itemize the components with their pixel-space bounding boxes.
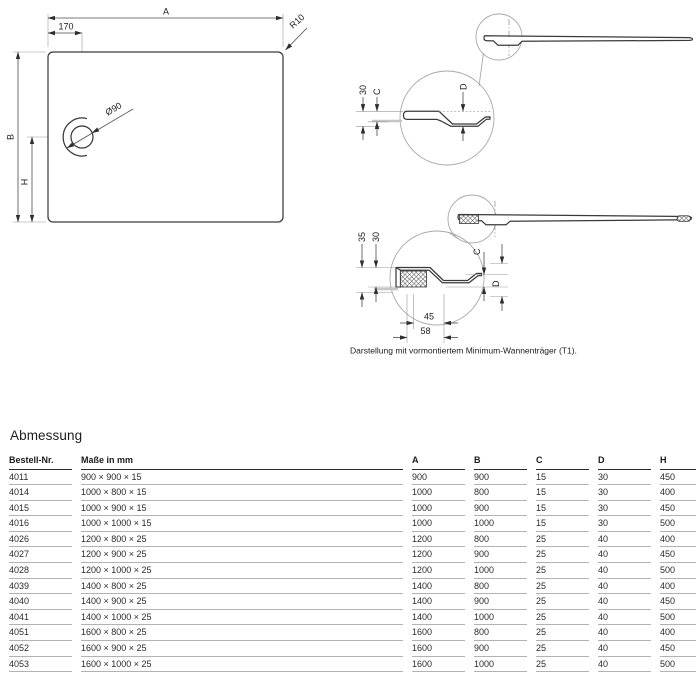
col-header-a: A (412, 452, 465, 470)
dim-label-d: D (458, 83, 469, 90)
tray-profile (458, 215, 692, 225)
cell-size: 1600 × 900 × 25 (81, 641, 403, 657)
cell-b: 1000 (474, 657, 527, 673)
table-header-row (9, 452, 696, 470)
cell-h: 400 (660, 625, 696, 641)
dim-label-r10: R10 (287, 12, 307, 31)
cell-d: 30 (598, 516, 651, 532)
cell-order-number: 4015 (9, 501, 72, 517)
cell-d: 40 (598, 594, 651, 610)
cell-b: 900 (474, 641, 527, 657)
cell-d: 30 (598, 485, 651, 501)
cell-h: 500 (660, 516, 696, 532)
dimension-170 (48, 22, 82, 34)
cell-b: 800 (474, 625, 527, 641)
cell-c: 25 (536, 547, 589, 563)
section-title: Abmessung (10, 428, 83, 443)
cell-order-number: 4011 (9, 470, 72, 486)
dim-label-c: C (372, 88, 382, 95)
cross-section-with-support (356, 195, 692, 343)
cell-h: 500 (660, 610, 696, 626)
cell-b: 900 (474, 501, 527, 517)
cell-h: 450 (660, 470, 696, 486)
cell-size: 1400 × 800 × 25 (81, 579, 403, 595)
cell-b: 1000 (474, 563, 527, 579)
support-block-left (460, 215, 479, 224)
col-header-bestell-nr: Bestell-Nr. (9, 452, 72, 470)
cell-size: 1200 × 1000 × 25 (81, 563, 403, 579)
cell-h: 500 (660, 563, 696, 579)
cell-a: 1600 (412, 657, 465, 673)
cell-h: 450 (660, 641, 696, 657)
table-row (9, 532, 696, 548)
cell-c: 25 (536, 579, 589, 595)
cell-c: 25 (536, 657, 589, 673)
dimension-45 (400, 312, 458, 324)
cell-a: 1600 (412, 641, 465, 657)
cell-order-number: 4039 (9, 579, 72, 595)
cell-c: 25 (536, 532, 589, 548)
cell-b: 1000 (474, 610, 527, 626)
cell-size: 1200 × 900 × 25 (81, 547, 403, 563)
cell-c: 25 (536, 641, 589, 657)
cell-b: 800 (474, 485, 527, 501)
cell-order-number: 4016 (9, 516, 72, 532)
table-row (9, 625, 696, 641)
plan-view-drawing (6, 7, 308, 223)
dim-label-c: C (472, 248, 482, 255)
cell-size: 1000 × 900 × 15 (81, 501, 403, 517)
drawing-caption: Darstellung mit vormontiertem Minimum-Wannenträger (T1). (350, 345, 577, 356)
support-block-detail (401, 271, 427, 287)
cell-a: 1200 (412, 563, 465, 579)
cell-c: 15 (536, 485, 589, 501)
dimension-c (372, 88, 382, 136)
dimensions-table-body (9, 470, 696, 673)
cell-d: 30 (598, 470, 651, 486)
cell-h: 450 (660, 547, 696, 563)
table-row (9, 657, 696, 673)
dim-label-drain-diameter: Ø90 (103, 100, 124, 118)
cell-size: 1400 × 1000 × 25 (81, 610, 403, 626)
cell-h: 450 (660, 594, 696, 610)
cell-size: 1600 × 800 × 25 (81, 625, 403, 641)
cell-c: 15 (536, 516, 589, 532)
cell-d: 40 (598, 657, 651, 673)
support-block-right (677, 216, 691, 222)
cell-b: 900 (474, 470, 527, 486)
cell-a: 1000 (412, 485, 465, 501)
cell-d: 40 (598, 641, 651, 657)
shower-tray-outline (48, 52, 283, 222)
table-row (9, 501, 696, 517)
cell-d: 40 (598, 579, 651, 595)
dim-label-30: 30 (371, 231, 381, 242)
cell-d: 30 (598, 501, 651, 517)
cell-b: 800 (474, 532, 527, 548)
cell-d: 40 (598, 532, 651, 548)
cell-h: 400 (660, 485, 696, 501)
cell-size: 1400 × 900 × 25 (81, 594, 403, 610)
cell-a: 1600 (412, 625, 465, 641)
tray-profile (484, 36, 693, 46)
tray-edge-detail (396, 268, 401, 288)
corner-radius-callout (286, 12, 308, 50)
cell-order-number: 4026 (9, 532, 72, 548)
cell-h: 450 (660, 501, 696, 517)
dim-label-h: H (19, 178, 30, 186)
cell-c: 25 (536, 594, 589, 610)
dimension-d (459, 83, 469, 141)
table-row (9, 516, 696, 532)
cell-a: 1000 (412, 501, 465, 517)
cell-order-number: 4041 (9, 610, 72, 626)
dimensions-table (0, 452, 700, 672)
col-header-b: B (474, 452, 527, 470)
cell-size: 1200 × 800 × 25 (81, 532, 403, 548)
dimension-35 (357, 232, 367, 307)
cell-order-number: 4028 (9, 563, 72, 579)
cell-c: 15 (536, 470, 589, 486)
cell-b: 900 (474, 594, 527, 610)
dimension-30 (371, 232, 381, 302)
table-row (9, 470, 696, 486)
col-header-masse: Maße in mm (81, 452, 403, 470)
cell-a: 1400 (412, 579, 465, 595)
table-row (9, 485, 696, 501)
cell-d: 40 (598, 547, 651, 563)
cell-order-number: 4014 (9, 485, 72, 501)
cell-a: 1400 (412, 594, 465, 610)
cell-order-number: 4052 (9, 641, 72, 657)
cell-b: 900 (474, 547, 527, 563)
table-row (9, 579, 696, 595)
col-header-c: C (536, 452, 589, 470)
cell-c: 25 (536, 563, 589, 579)
dim-label-170: 170 (58, 21, 74, 32)
cross-section-without-support (356, 14, 693, 165)
cell-h: 500 (660, 657, 696, 673)
dim-label-d: D (491, 280, 501, 287)
table-row (9, 563, 696, 579)
dim-label-b: B (5, 133, 16, 141)
table-row (9, 610, 696, 626)
col-header-d: D (598, 452, 651, 470)
cell-size: 1000 × 1000 × 15 (81, 516, 403, 532)
cell-size: 1600 × 1000 × 25 (81, 657, 403, 673)
cell-b: 800 (474, 579, 527, 595)
cell-a: 900 (412, 470, 465, 486)
cell-c: 25 (536, 625, 589, 641)
cell-a: 1200 (412, 532, 465, 548)
dimension-h (20, 137, 33, 222)
cell-order-number: 4051 (9, 625, 72, 641)
dim-label-58: 58 (420, 326, 431, 336)
cell-h: 400 (660, 579, 696, 595)
dimension-d (491, 244, 502, 311)
cell-c: 25 (536, 610, 589, 626)
dim-label-30: 30 (358, 84, 368, 95)
cell-size: 900 × 900 × 15 (81, 470, 403, 486)
cell-a: 1000 (412, 516, 465, 532)
dim-label-35: 35 (357, 231, 367, 242)
table-row (9, 547, 696, 563)
table-row (9, 641, 696, 657)
rim-profile-detail (404, 111, 491, 126)
cell-a: 1400 (412, 610, 465, 626)
cell-d: 40 (598, 610, 651, 626)
dimension-58 (393, 326, 458, 338)
cell-b: 1000 (474, 516, 527, 532)
cell-c: 15 (536, 501, 589, 517)
cell-order-number: 4040 (9, 594, 72, 610)
detail-connector (479, 53, 484, 86)
cell-h: 400 (660, 532, 696, 548)
dim-label-a: A (162, 6, 170, 17)
cell-order-number: 4053 (9, 657, 72, 673)
cell-d: 40 (598, 625, 651, 641)
cell-a: 1200 (412, 547, 465, 563)
cell-d: 40 (598, 563, 651, 579)
table-row (9, 594, 696, 610)
dim-label-45: 45 (423, 311, 435, 322)
col-header-h: H (660, 452, 696, 470)
cell-order-number: 4027 (9, 547, 72, 563)
dimension-a (48, 7, 283, 48)
cell-size: 1000 × 800 × 15 (81, 485, 403, 501)
dimension-30 (358, 85, 368, 140)
